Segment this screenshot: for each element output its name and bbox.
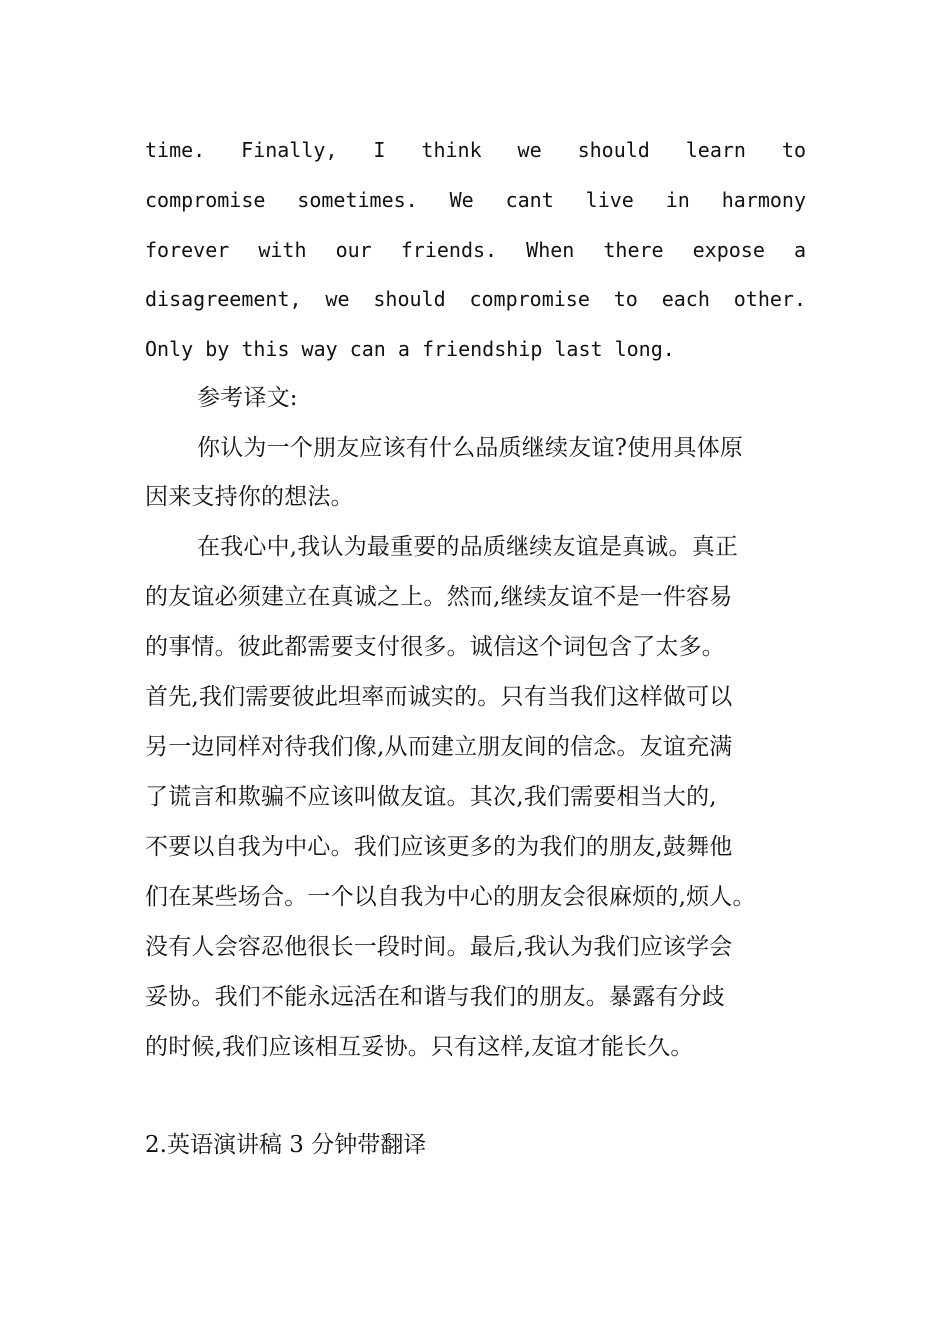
answer-line-5: 另一边同样对待我们像,从而建立朋友间的信念。友谊充满 <box>145 734 733 760</box>
answer-line-6: 了谎言和欺骗不应该叫做友谊。其次,我们需要相当大的, <box>145 784 717 810</box>
question-line-1: 你认为一个朋友应该有什么品质继续友谊?使用具体原 <box>197 435 744 461</box>
section-heading: 2.英语演讲稿 3 分钟带翻译 <box>145 1132 427 1158</box>
english-line-5: Only by this way can a friendship last long. <box>145 337 675 361</box>
answer-line-8: 们在某些场合。一个以自我为中心的朋友会很麻烦的,烦人。 <box>145 884 756 910</box>
answer-line-1: 在我心中,我认为最重要的品质继续友谊是真诚。真正 <box>197 534 739 560</box>
translation-label: 参考译文: <box>197 385 298 411</box>
answer-line-4: 首先,我们需要彼此坦率而诚实的。只有当我们这样做可以 <box>145 684 733 710</box>
question-line-2: 因来支持你的想法。 <box>145 484 354 510</box>
english-line-4: disagreement, we should compromise to each other. <box>145 287 806 311</box>
answer-line-11: 的时候,我们应该相互妥协。只有这样,友谊才能长久。 <box>145 1034 694 1060</box>
answer-line-9: 没有人会容忍他很长一段时间。最后,我认为我们应该学会 <box>145 934 733 960</box>
answer-line-3: 的事情。彼此都需要支付很多。诚信这个词包含了太多。 <box>145 634 725 660</box>
answer-line-2: 的友谊必须建立在真诚之上。然而,继续友谊不是一件容易 <box>145 584 733 610</box>
answer-line-7: 不要以自我为中心。我们应该更多的为我们的朋友,鼓舞他 <box>145 834 733 860</box>
english-line-2: compromise sometimes. We cant live in harmony <box>145 188 806 212</box>
english-line-3: forever with our friends. When there expose a <box>145 238 806 262</box>
answer-line-10: 妥协。我们不能永远活在和谐与我们的朋友。暴露有分歧 <box>145 984 725 1010</box>
english-line-1: time. Finally, I think we should learn to <box>145 138 806 162</box>
